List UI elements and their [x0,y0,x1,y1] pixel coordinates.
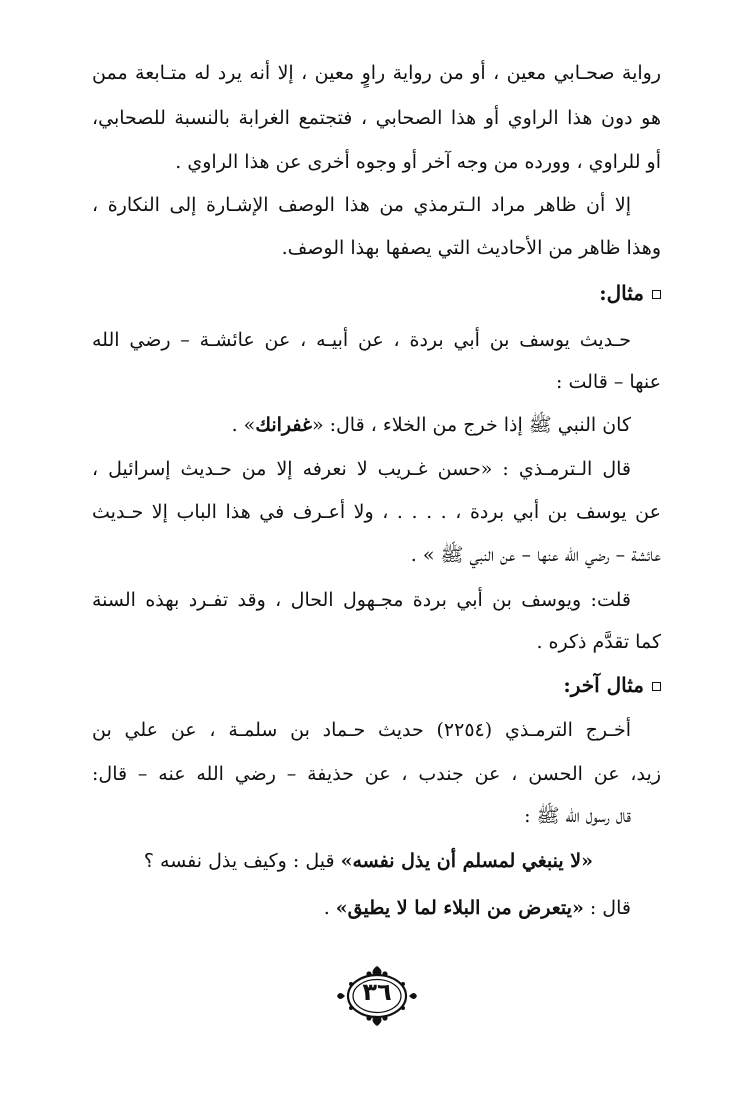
paragraph-line: قلت: ويوسف بن أبي بردة مجـهول الحال ، وقد تفـرد بهذه السنة [92,589,631,611]
page-number: ٣٦ [362,978,392,1006]
hadith-text: غفرانك [255,414,312,436]
example2-heading [563,670,661,700]
example2-heading-text: مثال آخر: [563,673,644,697]
paragraph-line: زيد، عن الحسن ، عن جندب ، عن حذيفة – رضي الله عنه – قال: [92,763,661,785]
hadith-end: » . [231,414,256,436]
paragraph-line: هو دون هذا الراوي أو هذا الصحابي ، فتجتمع الغرابة بالنسبة للصحابي، [92,107,661,129]
paragraph-line: عنها – قالت : [556,371,661,393]
example-heading [599,278,661,308]
quote-rest: قيل : وكيف يذل نفسه ؟ [143,850,341,872]
paragraph-line: حـديث يوسف بن أبي بردة ، عن أبيـه ، عن عائشـة – رضي الله [92,329,631,351]
quote-end: . [323,897,336,919]
paragraph-line: قال رسول الله ﷺ : [524,805,631,827]
hadith-intro: كان النبي ﷺ إذا خرج من الخلاء ، قال: « [311,414,631,436]
quote-text: «لا ينبغي لمسلم أن يذل نفسه» [340,850,593,872]
paragraph-line: كما تقدَّم ذكره . [536,631,661,653]
quote-line [92,846,593,876]
square-bullet-icon [652,682,661,691]
paragraph-line: قال الـترمـذي : «حسن غـريب لا نعرفه إلا من حـديث إسرائيل ، [92,458,631,480]
quote-text: «يتعرض من البلاء لما لا يطيق» [335,897,584,919]
paragraph-line: عن يوسف بن أبي بردة ، . . . . ، ولا أعـرف في هذا الباب إلا حـديث [92,501,661,523]
example-heading-text: مثال: [599,281,644,305]
paragraph-line: إلا أن ظاهر مراد الـترمذي من هذا الوصف الإشـارة إلى النكارة ، [92,194,631,216]
paragraph-line: رواية صحـابي معين ، أو من رواية راوٍ معين ، إلا أنه يرد له متـابعة ممن [92,62,661,84]
paragraph-line: أو للراوي ، وورده من وجه آخر أو وجوه أخرى عن هذا الراوي . [175,151,661,173]
paragraph-line: وهذا ظاهر من الأحاديث التي يصفها بهذا الوصف. [281,237,661,259]
quote-line [92,893,631,923]
hadith-line [92,410,631,440]
paragraph-line: أخـرج الترمـذي (٢٢٥٤) حديث حـماد بن سلمـة ، عن علي بن [92,719,631,741]
paragraph-line: عائشة – رضي الله عنها – عن النبي ﷺ » . [410,544,661,566]
square-bullet-icon [652,290,661,299]
quote-intro: قال : [583,897,631,919]
